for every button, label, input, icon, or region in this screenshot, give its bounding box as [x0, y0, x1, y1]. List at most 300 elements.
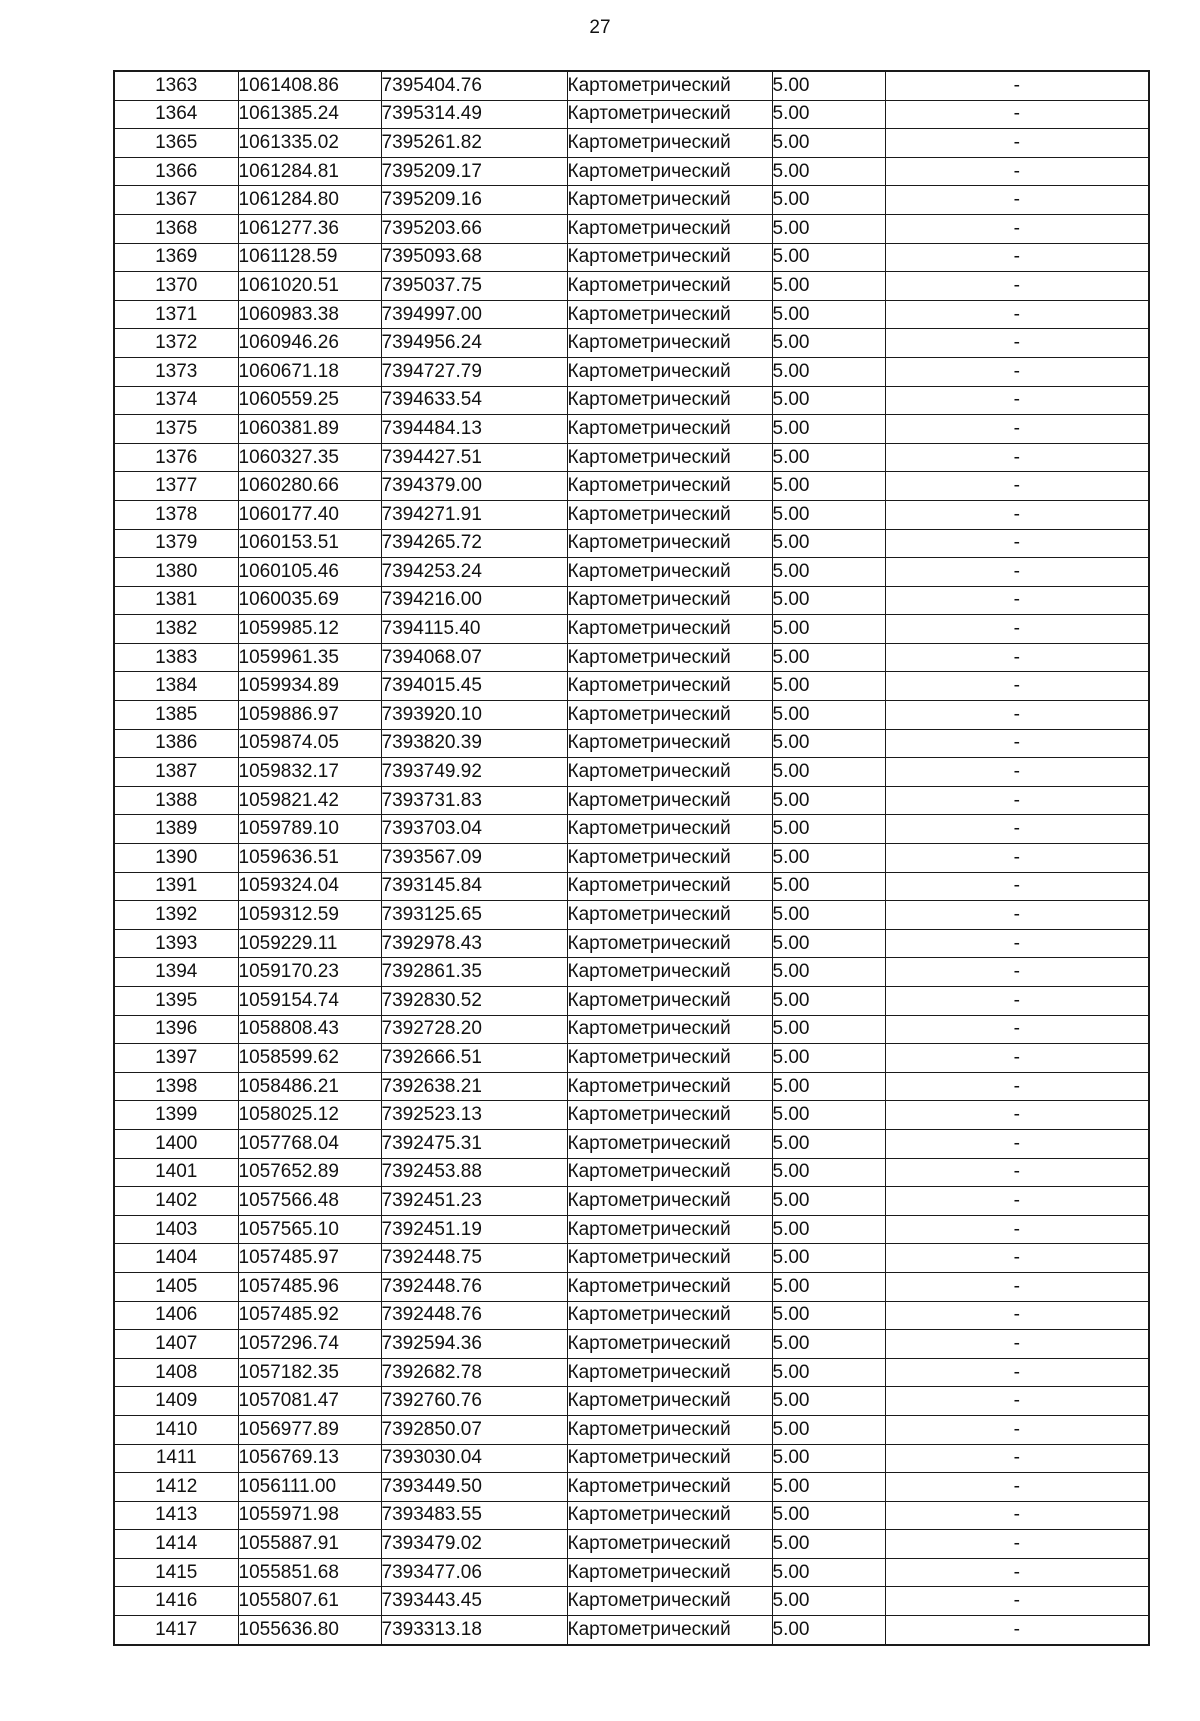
method-cell: Картометрический — [567, 272, 772, 301]
table-row — [114, 1473, 1149, 1502]
accuracy-cell: 5.00 — [772, 615, 885, 644]
method-cell: Картометрический — [567, 786, 772, 815]
note-cell: - — [885, 415, 1149, 444]
note-cell: - — [885, 872, 1149, 901]
table-row — [114, 1530, 1149, 1559]
note-cell: - — [885, 1158, 1149, 1187]
method-cell: Картометрический — [567, 1101, 772, 1130]
point-number-cell: 1402 — [114, 1187, 238, 1216]
x-coordinate-cell: 1055807.61 — [238, 1587, 381, 1616]
table-row — [114, 729, 1149, 758]
accuracy-cell: 5.00 — [772, 272, 885, 301]
method-cell: Картометрический — [567, 243, 772, 272]
y-coordinate-cell: 7392448.75 — [381, 1244, 567, 1273]
x-coordinate-cell: 1059886.97 — [238, 701, 381, 730]
note-cell: - — [885, 214, 1149, 243]
x-coordinate-cell: 1059961.35 — [238, 643, 381, 672]
point-number-cell: 1378 — [114, 500, 238, 529]
accuracy-cell: 5.00 — [772, 901, 885, 930]
accuracy-cell: 5.00 — [772, 844, 885, 873]
y-coordinate-cell: 7395209.17 — [381, 157, 567, 186]
accuracy-cell: 5.00 — [772, 929, 885, 958]
x-coordinate-cell: 1061277.36 — [238, 214, 381, 243]
point-number-cell: 1412 — [114, 1473, 238, 1502]
accuracy-cell: 5.00 — [772, 958, 885, 987]
x-coordinate-cell: 1055851.68 — [238, 1558, 381, 1587]
point-number-cell: 1377 — [114, 472, 238, 501]
x-coordinate-cell: 1059821.42 — [238, 786, 381, 815]
accuracy-cell: 5.00 — [772, 1244, 885, 1273]
y-coordinate-cell: 7394633.54 — [381, 386, 567, 415]
method-cell: Картометрический — [567, 386, 772, 415]
method-cell: Картометрический — [567, 872, 772, 901]
note-cell: - — [885, 1415, 1149, 1444]
table-row — [114, 415, 1149, 444]
x-coordinate-cell: 1059170.23 — [238, 958, 381, 987]
y-coordinate-cell: 7393477.06 — [381, 1558, 567, 1587]
note-cell: - — [885, 1587, 1149, 1616]
method-cell: Картометрический — [567, 586, 772, 615]
method-cell: Картометрический — [567, 529, 772, 558]
accuracy-cell: 5.00 — [772, 300, 885, 329]
note-cell: - — [885, 1301, 1149, 1330]
point-number-cell: 1397 — [114, 1044, 238, 1073]
point-number-cell: 1387 — [114, 758, 238, 787]
method-cell: Картометрический — [567, 729, 772, 758]
note-cell: - — [885, 1558, 1149, 1587]
note-cell: - — [885, 1272, 1149, 1301]
accuracy-cell: 5.00 — [772, 386, 885, 415]
note-cell: - — [885, 815, 1149, 844]
note-cell: - — [885, 1044, 1149, 1073]
table-row — [114, 186, 1149, 215]
y-coordinate-cell: 7393483.55 — [381, 1501, 567, 1530]
point-number-cell: 1383 — [114, 643, 238, 672]
x-coordinate-cell: 1061128.59 — [238, 243, 381, 272]
accuracy-cell: 5.00 — [772, 1530, 885, 1559]
method-cell: Картометрический — [567, 901, 772, 930]
x-coordinate-cell: 1059934.89 — [238, 672, 381, 701]
point-number-cell: 1379 — [114, 529, 238, 558]
x-coordinate-cell: 1060280.66 — [238, 472, 381, 501]
accuracy-cell: 5.00 — [772, 1072, 885, 1101]
method-cell: Картометрический — [567, 615, 772, 644]
accuracy-cell: 5.00 — [772, 1587, 885, 1616]
x-coordinate-cell: 1057485.92 — [238, 1301, 381, 1330]
x-coordinate-cell: 1056977.89 — [238, 1415, 381, 1444]
note-cell: - — [885, 1101, 1149, 1130]
y-coordinate-cell: 7393443.45 — [381, 1587, 567, 1616]
y-coordinate-cell: 7393449.50 — [381, 1473, 567, 1502]
coordinates-table-body — [114, 71, 1149, 1645]
method-cell: Картометрический — [567, 1358, 772, 1387]
point-number-cell: 1389 — [114, 815, 238, 844]
x-coordinate-cell: 1057768.04 — [238, 1129, 381, 1158]
method-cell: Картометрический — [567, 329, 772, 358]
accuracy-cell: 5.00 — [772, 100, 885, 129]
point-number-cell: 1408 — [114, 1358, 238, 1387]
accuracy-cell: 5.00 — [772, 987, 885, 1016]
table-row — [114, 872, 1149, 901]
point-number-cell: 1391 — [114, 872, 238, 901]
accuracy-cell: 5.00 — [772, 1215, 885, 1244]
table-row — [114, 1616, 1149, 1645]
x-coordinate-cell: 1060327.35 — [238, 443, 381, 472]
point-number-cell: 1403 — [114, 1215, 238, 1244]
note-cell: - — [885, 186, 1149, 215]
method-cell: Картометрический — [567, 357, 772, 386]
x-coordinate-cell: 1057565.10 — [238, 1215, 381, 1244]
point-number-cell: 1369 — [114, 243, 238, 272]
note-cell: - — [885, 1244, 1149, 1273]
table-row — [114, 329, 1149, 358]
point-number-cell: 1364 — [114, 100, 238, 129]
table-row — [114, 529, 1149, 558]
accuracy-cell: 5.00 — [772, 500, 885, 529]
x-coordinate-cell: 1056769.13 — [238, 1444, 381, 1473]
point-number-cell: 1410 — [114, 1415, 238, 1444]
accuracy-cell: 5.00 — [772, 1415, 885, 1444]
table-row — [114, 1587, 1149, 1616]
method-cell: Картометрический — [567, 214, 772, 243]
note-cell: - — [885, 500, 1149, 529]
accuracy-cell: 5.00 — [772, 329, 885, 358]
method-cell: Картометрический — [567, 1072, 772, 1101]
x-coordinate-cell: 1059324.04 — [238, 872, 381, 901]
table-row — [114, 615, 1149, 644]
y-coordinate-cell: 7392448.76 — [381, 1272, 567, 1301]
note-cell: - — [885, 758, 1149, 787]
note-cell: - — [885, 1387, 1149, 1416]
table-row — [114, 300, 1149, 329]
note-cell: - — [885, 1444, 1149, 1473]
table-row — [114, 786, 1149, 815]
note-cell: - — [885, 786, 1149, 815]
point-number-cell: 1398 — [114, 1072, 238, 1101]
table-row — [114, 1244, 1149, 1273]
x-coordinate-cell: 1057485.96 — [238, 1272, 381, 1301]
y-coordinate-cell: 7392682.78 — [381, 1358, 567, 1387]
accuracy-cell: 5.00 — [772, 1473, 885, 1502]
y-coordinate-cell: 7393920.10 — [381, 701, 567, 730]
y-coordinate-cell: 7393030.04 — [381, 1444, 567, 1473]
table-row — [114, 1330, 1149, 1359]
x-coordinate-cell: 1057182.35 — [238, 1358, 381, 1387]
table-row — [114, 71, 1149, 100]
x-coordinate-cell: 1059832.17 — [238, 758, 381, 787]
y-coordinate-cell: 7392978.43 — [381, 929, 567, 958]
accuracy-cell: 5.00 — [772, 214, 885, 243]
y-coordinate-cell: 7394015.45 — [381, 672, 567, 701]
accuracy-cell: 5.00 — [772, 1501, 885, 1530]
y-coordinate-cell: 7395404.76 — [381, 71, 567, 100]
accuracy-cell: 5.00 — [772, 815, 885, 844]
table-row — [114, 1101, 1149, 1130]
x-coordinate-cell: 1055887.91 — [238, 1530, 381, 1559]
table-row — [114, 1444, 1149, 1473]
table-row — [114, 758, 1149, 787]
x-coordinate-cell: 1060035.69 — [238, 586, 381, 615]
y-coordinate-cell: 7395261.82 — [381, 129, 567, 158]
accuracy-cell: 5.00 — [772, 558, 885, 587]
y-coordinate-cell: 7392830.52 — [381, 987, 567, 1016]
point-number-cell: 1404 — [114, 1244, 238, 1273]
point-number-cell: 1415 — [114, 1558, 238, 1587]
x-coordinate-cell: 1055971.98 — [238, 1501, 381, 1530]
table-row — [114, 672, 1149, 701]
note-cell: - — [885, 357, 1149, 386]
point-number-cell: 1385 — [114, 701, 238, 730]
method-cell: Картометрический — [567, 1129, 772, 1158]
y-coordinate-cell: 7394997.00 — [381, 300, 567, 329]
point-number-cell: 1376 — [114, 443, 238, 472]
x-coordinate-cell: 1059229.11 — [238, 929, 381, 958]
x-coordinate-cell: 1060946.26 — [238, 329, 381, 358]
note-cell: - — [885, 701, 1149, 730]
point-number-cell: 1396 — [114, 1015, 238, 1044]
x-coordinate-cell: 1059874.05 — [238, 729, 381, 758]
table-row — [114, 701, 1149, 730]
note-cell: - — [885, 1187, 1149, 1216]
accuracy-cell: 5.00 — [772, 1330, 885, 1359]
accuracy-cell: 5.00 — [772, 129, 885, 158]
y-coordinate-cell: 7394271.91 — [381, 500, 567, 529]
accuracy-cell: 5.00 — [772, 243, 885, 272]
note-cell: - — [885, 1616, 1149, 1645]
point-number-cell: 1365 — [114, 129, 238, 158]
y-coordinate-cell: 7392451.19 — [381, 1215, 567, 1244]
y-coordinate-cell: 7392728.20 — [381, 1015, 567, 1044]
accuracy-cell: 5.00 — [772, 1044, 885, 1073]
method-cell: Картометрический — [567, 1616, 772, 1645]
point-number-cell: 1380 — [114, 558, 238, 587]
x-coordinate-cell: 1060153.51 — [238, 529, 381, 558]
y-coordinate-cell: 7394253.24 — [381, 558, 567, 587]
table-row — [114, 1015, 1149, 1044]
accuracy-cell: 5.00 — [772, 758, 885, 787]
point-number-cell: 1390 — [114, 844, 238, 873]
x-coordinate-cell: 1059636.51 — [238, 844, 381, 873]
note-cell: - — [885, 443, 1149, 472]
table-row — [114, 500, 1149, 529]
method-cell: Картометрический — [567, 1330, 772, 1359]
method-cell: Картометрический — [567, 1272, 772, 1301]
y-coordinate-cell: 7394379.00 — [381, 472, 567, 501]
method-cell: Картометрический — [567, 1473, 772, 1502]
method-cell: Картометрический — [567, 1587, 772, 1616]
table-row — [114, 1358, 1149, 1387]
accuracy-cell: 5.00 — [772, 71, 885, 100]
table-row — [114, 357, 1149, 386]
accuracy-cell: 5.00 — [772, 1387, 885, 1416]
point-number-cell: 1381 — [114, 586, 238, 615]
point-number-cell: 1405 — [114, 1272, 238, 1301]
method-cell: Картометрический — [567, 672, 772, 701]
x-coordinate-cell: 1060177.40 — [238, 500, 381, 529]
accuracy-cell: 5.00 — [772, 1272, 885, 1301]
accuracy-cell: 5.00 — [772, 872, 885, 901]
x-coordinate-cell: 1059154.74 — [238, 987, 381, 1016]
note-cell: - — [885, 558, 1149, 587]
method-cell: Картометрический — [567, 929, 772, 958]
method-cell: Картометрический — [567, 815, 772, 844]
point-number-cell: 1400 — [114, 1129, 238, 1158]
y-coordinate-cell: 7392453.88 — [381, 1158, 567, 1187]
table-row — [114, 1272, 1149, 1301]
accuracy-cell: 5.00 — [772, 701, 885, 730]
x-coordinate-cell: 1058599.62 — [238, 1044, 381, 1073]
table-row — [114, 1501, 1149, 1530]
method-cell: Картометрический — [567, 1158, 772, 1187]
note-cell: - — [885, 586, 1149, 615]
x-coordinate-cell: 1060381.89 — [238, 415, 381, 444]
y-coordinate-cell: 7394115.40 — [381, 615, 567, 644]
method-cell: Картометрический — [567, 129, 772, 158]
note-cell: - — [885, 672, 1149, 701]
x-coordinate-cell: 1058486.21 — [238, 1072, 381, 1101]
y-coordinate-cell: 7393479.02 — [381, 1530, 567, 1559]
method-cell: Картометрический — [567, 1187, 772, 1216]
table-row — [114, 1387, 1149, 1416]
method-cell: Картометрический — [567, 1501, 772, 1530]
x-coordinate-cell: 1059789.10 — [238, 815, 381, 844]
accuracy-cell: 5.00 — [772, 1129, 885, 1158]
note-cell: - — [885, 300, 1149, 329]
y-coordinate-cell: 7393731.83 — [381, 786, 567, 815]
x-coordinate-cell: 1061408.86 — [238, 71, 381, 100]
note-cell: - — [885, 929, 1149, 958]
accuracy-cell: 5.00 — [772, 729, 885, 758]
point-number-cell: 1413 — [114, 1501, 238, 1530]
point-number-cell: 1417 — [114, 1616, 238, 1645]
note-cell: - — [885, 1072, 1149, 1101]
x-coordinate-cell: 1057652.89 — [238, 1158, 381, 1187]
accuracy-cell: 5.00 — [772, 1301, 885, 1330]
accuracy-cell: 5.00 — [772, 472, 885, 501]
y-coordinate-cell: 7394956.24 — [381, 329, 567, 358]
y-coordinate-cell: 7395037.75 — [381, 272, 567, 301]
note-cell: - — [885, 958, 1149, 987]
point-number-cell: 1372 — [114, 329, 238, 358]
y-coordinate-cell: 7393749.92 — [381, 758, 567, 787]
note-cell: - — [885, 1358, 1149, 1387]
accuracy-cell: 5.00 — [772, 1558, 885, 1587]
table-row — [114, 272, 1149, 301]
method-cell: Картометрический — [567, 987, 772, 1016]
point-number-cell: 1371 — [114, 300, 238, 329]
accuracy-cell: 5.00 — [772, 586, 885, 615]
coordinates-table — [113, 70, 1150, 1646]
x-coordinate-cell: 1057485.97 — [238, 1244, 381, 1273]
point-number-cell: 1368 — [114, 214, 238, 243]
method-cell: Картометрический — [567, 186, 772, 215]
table-row — [114, 1415, 1149, 1444]
method-cell: Картометрический — [567, 558, 772, 587]
method-cell: Картометрический — [567, 1558, 772, 1587]
note-cell: - — [885, 129, 1149, 158]
method-cell: Картометрический — [567, 758, 772, 787]
x-coordinate-cell: 1061335.02 — [238, 129, 381, 158]
table-row — [114, 901, 1149, 930]
table-row — [114, 243, 1149, 272]
point-number-cell: 1375 — [114, 415, 238, 444]
x-coordinate-cell: 1058808.43 — [238, 1015, 381, 1044]
table-row — [114, 987, 1149, 1016]
accuracy-cell: 5.00 — [772, 643, 885, 672]
method-cell: Картометрический — [567, 472, 772, 501]
accuracy-cell: 5.00 — [772, 786, 885, 815]
point-number-cell: 1392 — [114, 901, 238, 930]
y-coordinate-cell: 7393820.39 — [381, 729, 567, 758]
x-coordinate-cell: 1059312.59 — [238, 901, 381, 930]
table-row — [114, 1558, 1149, 1587]
table-row — [114, 844, 1149, 873]
note-cell: - — [885, 1129, 1149, 1158]
point-number-cell: 1416 — [114, 1587, 238, 1616]
note-cell: - — [885, 272, 1149, 301]
method-cell: Картометрический — [567, 71, 772, 100]
table-row — [114, 929, 1149, 958]
y-coordinate-cell: 7394484.13 — [381, 415, 567, 444]
point-number-cell: 1401 — [114, 1158, 238, 1187]
x-coordinate-cell: 1060671.18 — [238, 357, 381, 386]
y-coordinate-cell: 7395203.66 — [381, 214, 567, 243]
method-cell: Картометрический — [567, 1244, 772, 1273]
table-row — [114, 586, 1149, 615]
method-cell: Картометрический — [567, 701, 772, 730]
point-number-cell: 1399 — [114, 1101, 238, 1130]
accuracy-cell: 5.00 — [772, 186, 885, 215]
point-number-cell: 1386 — [114, 729, 238, 758]
method-cell: Картометрический — [567, 300, 772, 329]
y-coordinate-cell: 7392850.07 — [381, 1415, 567, 1444]
method-cell: Картометрический — [567, 415, 772, 444]
note-cell: - — [885, 1015, 1149, 1044]
table-row — [114, 1187, 1149, 1216]
accuracy-cell: 5.00 — [772, 1616, 885, 1645]
table-row — [114, 1129, 1149, 1158]
table-row — [114, 100, 1149, 129]
x-coordinate-cell: 1057566.48 — [238, 1187, 381, 1216]
note-cell: - — [885, 1330, 1149, 1359]
y-coordinate-cell: 7394216.00 — [381, 586, 567, 615]
method-cell: Картометрический — [567, 1415, 772, 1444]
accuracy-cell: 5.00 — [772, 1158, 885, 1187]
y-coordinate-cell: 7392666.51 — [381, 1044, 567, 1073]
accuracy-cell: 5.00 — [772, 443, 885, 472]
table-row — [114, 815, 1149, 844]
table-row — [114, 1044, 1149, 1073]
note-cell: - — [885, 71, 1149, 100]
point-number-cell: 1393 — [114, 929, 238, 958]
method-cell: Картометрический — [567, 958, 772, 987]
y-coordinate-cell: 7392760.76 — [381, 1387, 567, 1416]
accuracy-cell: 5.00 — [772, 157, 885, 186]
table-row — [114, 129, 1149, 158]
table-row — [114, 958, 1149, 987]
point-number-cell: 1384 — [114, 672, 238, 701]
note-cell: - — [885, 1215, 1149, 1244]
accuracy-cell: 5.00 — [772, 1101, 885, 1130]
note-cell: - — [885, 157, 1149, 186]
y-coordinate-cell: 7392638.21 — [381, 1072, 567, 1101]
point-number-cell: 1411 — [114, 1444, 238, 1473]
note-cell: - — [885, 386, 1149, 415]
x-coordinate-cell: 1060559.25 — [238, 386, 381, 415]
point-number-cell: 1370 — [114, 272, 238, 301]
point-number-cell: 1363 — [114, 71, 238, 100]
method-cell: Картометрический — [567, 1044, 772, 1073]
